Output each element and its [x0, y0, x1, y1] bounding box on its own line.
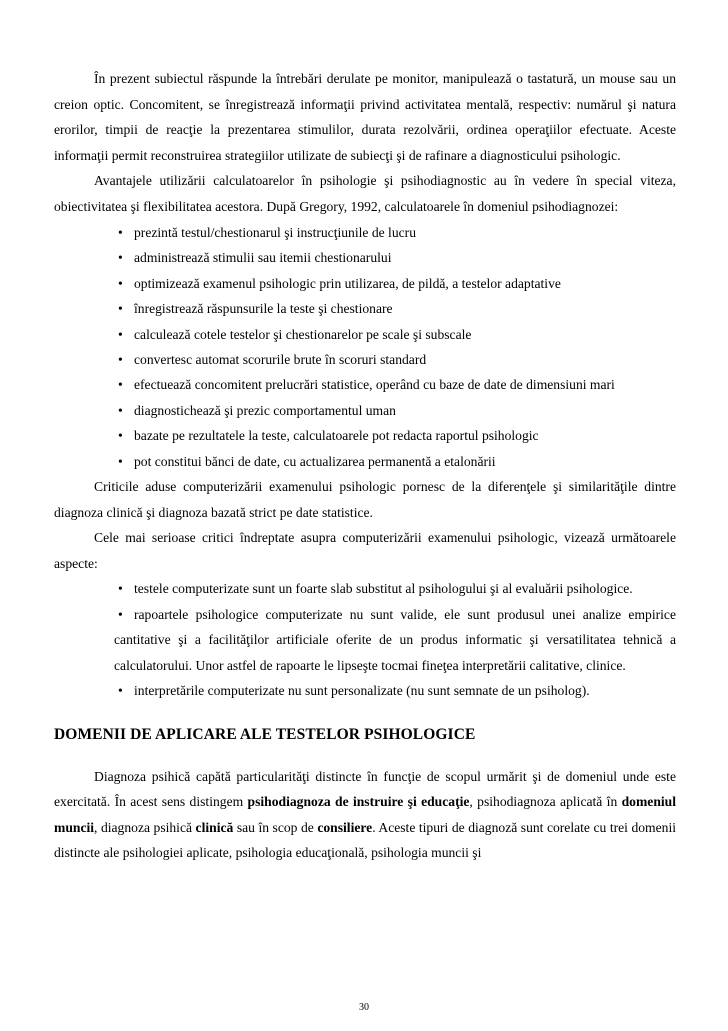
document-page [54, 66, 676, 866]
list-item: • diagnostichează şi prezic comportamentul uman [114, 398, 676, 423]
section-heading: DOMENII DE APLICARE ALE TESTELOR PSIHOLOGICE [54, 725, 476, 743]
list-item: • calculează cotele testelor şi chestionarelor pe scale şi subscale [114, 322, 676, 347]
bullet-icon: • [118, 606, 123, 622]
list-item: • optimizează examenul psihologic prin utilizarea, de pildă, a testelor adaptative [114, 271, 676, 296]
list-item: • efectuează concomitent prelucrări statistice, operând cu baze de date de dimensiuni mari [114, 372, 676, 397]
list-item: • testele computerizate sunt un foarte slab substitut al psihologului şi al evaluării psihologice. [114, 576, 676, 602]
list-item: • rapoartele psihologice computerizate nu sunt valide, ele sunt produsul unei analize empirice cantitative şi a facilităţilor artificiale oferite de un produs informatic şi versatilitatea tehnică a calculatorului. Unor astfel de rapoarte le lipseşte tocmai fineţea interpretării calitative, clinice. [114, 602, 676, 679]
bullet-icon: • [118, 581, 123, 597]
paragraph-domains: Diagnoza psihică capătă particularităţi distincte în funcţie de scopul urmărit şi de domeniul unde este exercitată. În acest sens distingem psihodiagnoza de instruire şi educaţie, psihodiagnoza aplicată în domeniul muncii, diagnoza psihică clinică sau în scop de consiliere. Aceste tipuri de diagnoză sunt corelate cu trei domenii distincte ale psihologiei aplicate, psihologia educaţională, psihologia muncii şi [54, 768, 677, 861]
list-item: • convertesc automat scorurile brute în scoruri standard [114, 347, 676, 372]
paragraph-advantages: Avantajele utilizării calculatoarelor în psihologie şi psihodiagnostic au în vedere în special viteza, obiectivitatea şi flexibilitatea acestora. După Gregory, 1992, calculatoarele în domeniul psihodiagnozei: [54, 173, 676, 214]
list-item: • pot constitui bănci de date, cu actualizarea permanentă a etalonării [114, 449, 676, 474]
bullet-icon: • [118, 683, 123, 699]
list-item: • bazate pe rezultatele la teste, calculatoarele pot redacta raportul psihologic [114, 423, 676, 448]
paragraph-intro: În prezent subiectul răspunde la întrebări derulate pe monitor, manipulează o tastatură, un mouse sau un creion optic. Concomitent, se înregistrează informaţii privind activitatea mentală, respectiv: numărul şi natura erorilor, timpii de reacţie la prezentarea stimulilor, durata rezolvării, ordinea operaţiilor efectuate. Aceste informaţii permit reconstruirea strategiilor utilizate de subiecţi şi de rafinare a diagnosticului psihologic. [54, 71, 676, 163]
paragraph-criticisms-intro: Cele mai serioase critici îndreptate asupra computerizării examenului psihologic, vizează următoarele aspecte: [54, 530, 676, 571]
advantages-list [114, 220, 676, 474]
criticisms-list [114, 576, 676, 704]
list-item: • administrează stimulii sau itemii chestionarului [114, 245, 676, 270]
list-item: • înregistrează răspunsurile la teste şi chestionare [114, 296, 676, 321]
list-item: • prezintă testul/chestionarul şi instrucţiunile de lucru [114, 220, 676, 245]
page-number: 30 [359, 1002, 369, 1013]
list-item: • interpretările computerizate nu sunt personalizate (nu sunt semnate de un psiholog). [114, 678, 676, 704]
paragraph-criticisms-origin: Criticile aduse computerizării examenului psihologic pornesc de la diferenţele şi similarităţile dintre diagnoza clinică şi diagnoza bazată strict pe date statistice. [54, 479, 676, 520]
